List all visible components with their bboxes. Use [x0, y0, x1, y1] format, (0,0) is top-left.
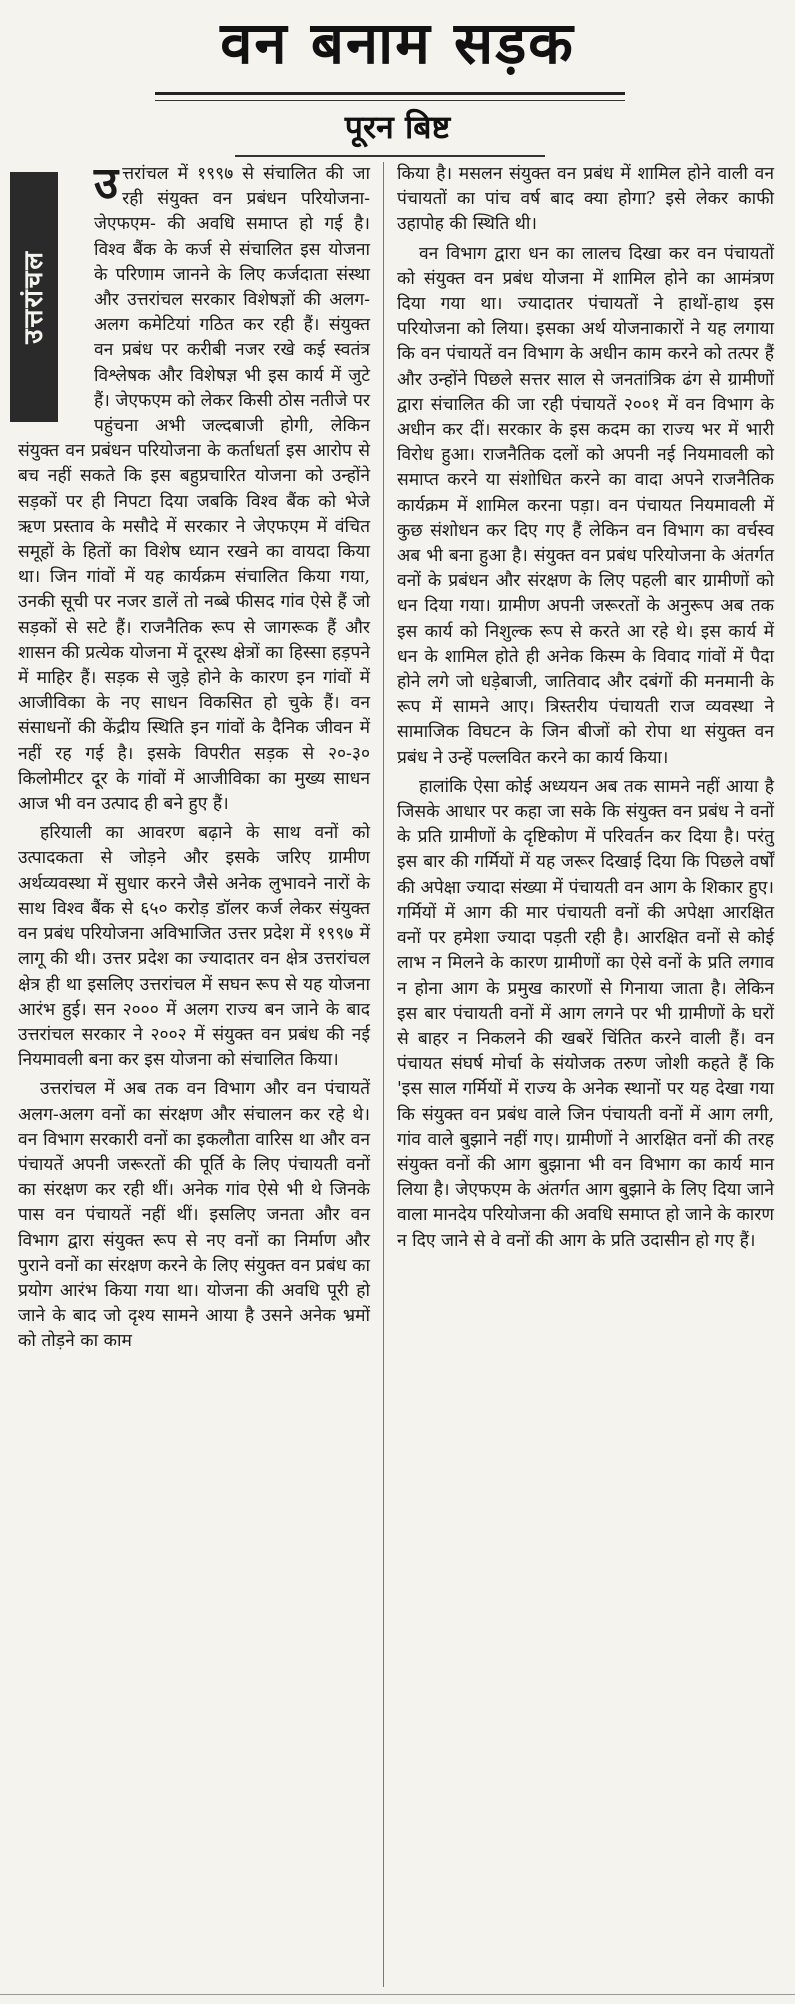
article-headline: वन बनाम सड़क: [220, 9, 575, 77]
left-column: [18, 158, 370, 1359]
headline-rule-thin: [155, 100, 625, 101]
paragraph: हालांकि ऐसा कोई अध्ययन अब तक सामने नहीं आया है जिसके आधार पर कहा जा सके कि संयुक्त वन प्रबंध ने वनों के प्रति ग्रामीणों के दृष्टिकोण में परिवर्तन कर दिया है। परंतु इस बार की गर्मियों में यह जरूर दिखाई दिया कि पिछले वर्षों की अपेक्षा ज्यादा संख्या में पंचायती वन आग के शिकार हुए। गर्मियों में आग की मार पंचायती वनों की अपेक्षा आरक्षित वनों पर हमेशा ज्यादा पड़ती रही है। आरक्षित वनों से कोई लाभ न मिलने के कारण ग्रामीणों का ऐसे वनों के प्रति लगाव न होना आग के प्रमुख कारणों से गिनाया जाता है। लेकिन इस बार पंचायती वनों में आग लगने पर भी ग्रामीणों के घरों से बाहर न निकलने की खबरें चिंतित करने वाली हैं। वन पंचायत संघर्ष मोर्चा के संयोजक तरुण जोशी कहते हैं कि 'इस साल गर्मियों में राज्य के अनेक स्थानों पर यह देखा गया कि संयुक्त वन प्रबंध वाले जिन पंचायती वनों में आग लगी, गांव वाले बुझाने नहीं गए। ग्रामीणों ने आरक्षित वनों की तरह संयुक्त वनों की आग बुझाना भी वन विभाग का कार्य मान लिया है। जेएफएम के अंतर्गत आग बुझाने के लिए दिया जाने वाला मानदेय परियोजना की अवधि समाप्त हो जाने के कारण न दिए जाने से वे वनों की आग के प्रति उदासीन हो गए हैं।: [397, 776, 774, 1251]
drop-cap: उ: [94, 158, 119, 209]
paragraph: किया है। मसलन संयुक्त वन प्रबंध में शामिल होने वाली वन पंचायतों का पांच वर्ष बाद क्या होगा? इसे लेकर काफी उहापोह की स्थिति थी।: [397, 164, 774, 235]
author-byline: पूरन बिष्ट: [344, 108, 451, 146]
paragraph: उत्तरांचल में अब तक वन विभाग और वन पंचायतें अलग-अलग वनों का संरक्षण और संचालन कर रहे थे। वन विभाग सरकारी वनों का इकलौता वारिस था और वन पंचायतें अपनी जरूरतों की पूर्ति के लिए पंचायती वनों का संरक्षण कर रही थीं। अनेक गांव ऐसे भी थे जिनके पास वन पंचायतें नहीं थीं। इसलिए जनता और वन विभाग द्वारा संयुक्त रूप से नए वनों का निर्माण और पुराने वनों का संरक्षण करने के लिए संयुक्त वन प्रबंध का प्रयोग आरंभ किया गया था। योजना की अवधि पूरी हो जाने के बाद जो दृश्य सामने आया है उसने अनेक भ्रमों को तोड़ने का काम: [18, 1079, 370, 1352]
paragraph: वन विभाग द्वारा धन का लालच दिखा कर वन पंचायतों को संयुक्त वन प्रबंध योजना में शामिल होने का आमंत्रण दिया गया था। ज्यादातर पंचायतों ने हाथों-हाथ इस परियोजना को लिया। इसका अर्थ योजनाकारों ने यह लगाया कि वन पंचायतें वन विभाग के अधीन काम करने को तत्पर हैं और उन्होंने पिछले सत्तर साल से जनतांत्रिक ढंग से ग्रामीणों द्वारा संचालित की जा रही पंचायतें २००१ में वन विभाग के अधीन कर दीं। सरकार के इस कदम का राज्य भर में भारी विरोध हुआ। राजनैतिक दलों को अपनी नई नियमावली को समाप्त करने या संशोधित करने का वादा अपने राजनैतिक कार्यक्रम में शामिल करना पड़ा। वन पंचायत नियमावली में कुछ संशोधन कर दिए गए हैं लेकिन वन विभाग का वर्चस्व अब भी बना हुआ है। संयुक्त वन प्रबंध परियोजना के अंतर्गत वनों के प्रबंधन और संरक्षण के लिए पहली बार ग्रामीणों को धन दिया गया। ग्रामीण अपनी जरूरतों के अनुरूप अब तक इस कार्य को निशुल्क रूप से करते आ रहे थे। इस कार्य में धन के शामिल होते ही अनेक किस्म के विवाद गांवों में पैदा होने लगे जो धड़ेबाजी, जातिवाद और दबंगों की मनमानी के रूप में सामने आए। त्रिस्तरीय पंचायती राज व्यवस्था ने सामाजिक विघटन के जिन बीजों को रोपा था संयुक्त वन प्रबंध ने उन्हें पल्लवित करने का कार्य किया।: [397, 243, 774, 768]
headline-rule: [155, 92, 625, 95]
paragraph: हरियाली का आवरण बढ़ाने के साथ वनों को उत्पादकता से जोड़ने और इसके जरिए ग्रामीण अर्थव्यवस्था में सुधार करने जैसे अनेक लुभावने नारों के साथ विश्व बैंक से ६५० करोड़ डॉलर कर्ज लेकर संयुक्त वन प्रबंध परियोजना अविभाजित उत्तर प्रदेश में १९९७ में लागू की थी। उत्तर प्रदेश का ज्यादातर वन क्षेत्र उत्तरांचल क्षेत्र ही था इसलिए उत्तरांचल में सघन रूप से यह योजना आरंभ हुई। सन २००० में अलग राज्य बन जाने के बाद उत्तरांचल सरकार ने २००२ में संयुक्त वन प्रबंध की नई नियमावली बना कर इस योजना को संचालित किया।: [18, 823, 370, 1071]
bottom-rule: [0, 1994, 795, 1995]
column-divider: [383, 162, 384, 1987]
section-tag-label: उत्तरांचल: [19, 250, 49, 344]
paragraph-text: त्तरांचल में १९९७ से संचालित की जा रही संयुक्त वन प्रबंधन परियोजना- जेएफएम- की अवधि समाप्त हो गई है। विश्व बैंक के कर्ज से संचालित इस योजना के परिणाम जानने के लिए कर्जदाता संस्था और उत्तरांचल सरकार विशेषज्ञों की अलग-अलग कमेटियां गठित कर रही हैं। संयुक्त वन प्रबंध पर करीबी नजर रखे कई स्वतंत्र विश्लेषक और विशेषज्ञ भी इस कार्य में जुटे हैं। जेएफएम को लेकर किसी ठोस नतीजे पर पहुंचना अभी जल्दबाजी होगी, लेकिन संयुक्त वन प्रबंधन परियोजना के कर्ताधर्ता इस आरोप से बच नहीं सकते कि इस बहुप्रचारित योजना को उन्होंने सड़कों पर ही निपटा दिया जबकि विश्व बैंक को भेजे ऋण प्रस्ताव के मसौदे में सरकार ने जेएफएम में वंचित समूहों के हितों का विशेष ध्यान रखने का वायदा किया था। जिन गांवों में यह कार्यक्रम संचालित किया गया, उनकी सूची पर नजर डालें तो नब्बे फीसद गांव ऐसे हैं जो सड़कों से सटे हैं। राजनैतिक रूप से जागरूक हैं और शासन की प्रत्येक योजना में दूरस्थ क्षेत्रों का हिस्सा हड़पने में माहिर हैं। सड़क से जुड़े होने के कारण इन गांवों में आजीविका के नए साधन विकसित हो चुके हैं। वन संसाधनों की केंद्रीय स्थिति इन गांवों के दैनिक जीवन में नहीं रह गई है। इसके विपरीत सड़क से २०-३० किलोमीटर दूर के गांवों में आजीविका का मुख्य साधन आज भी वन उत्पाद ही बने हुए हैं।: [18, 164, 370, 815]
byline-rule: [235, 155, 545, 157]
right-column: [397, 162, 774, 1258]
